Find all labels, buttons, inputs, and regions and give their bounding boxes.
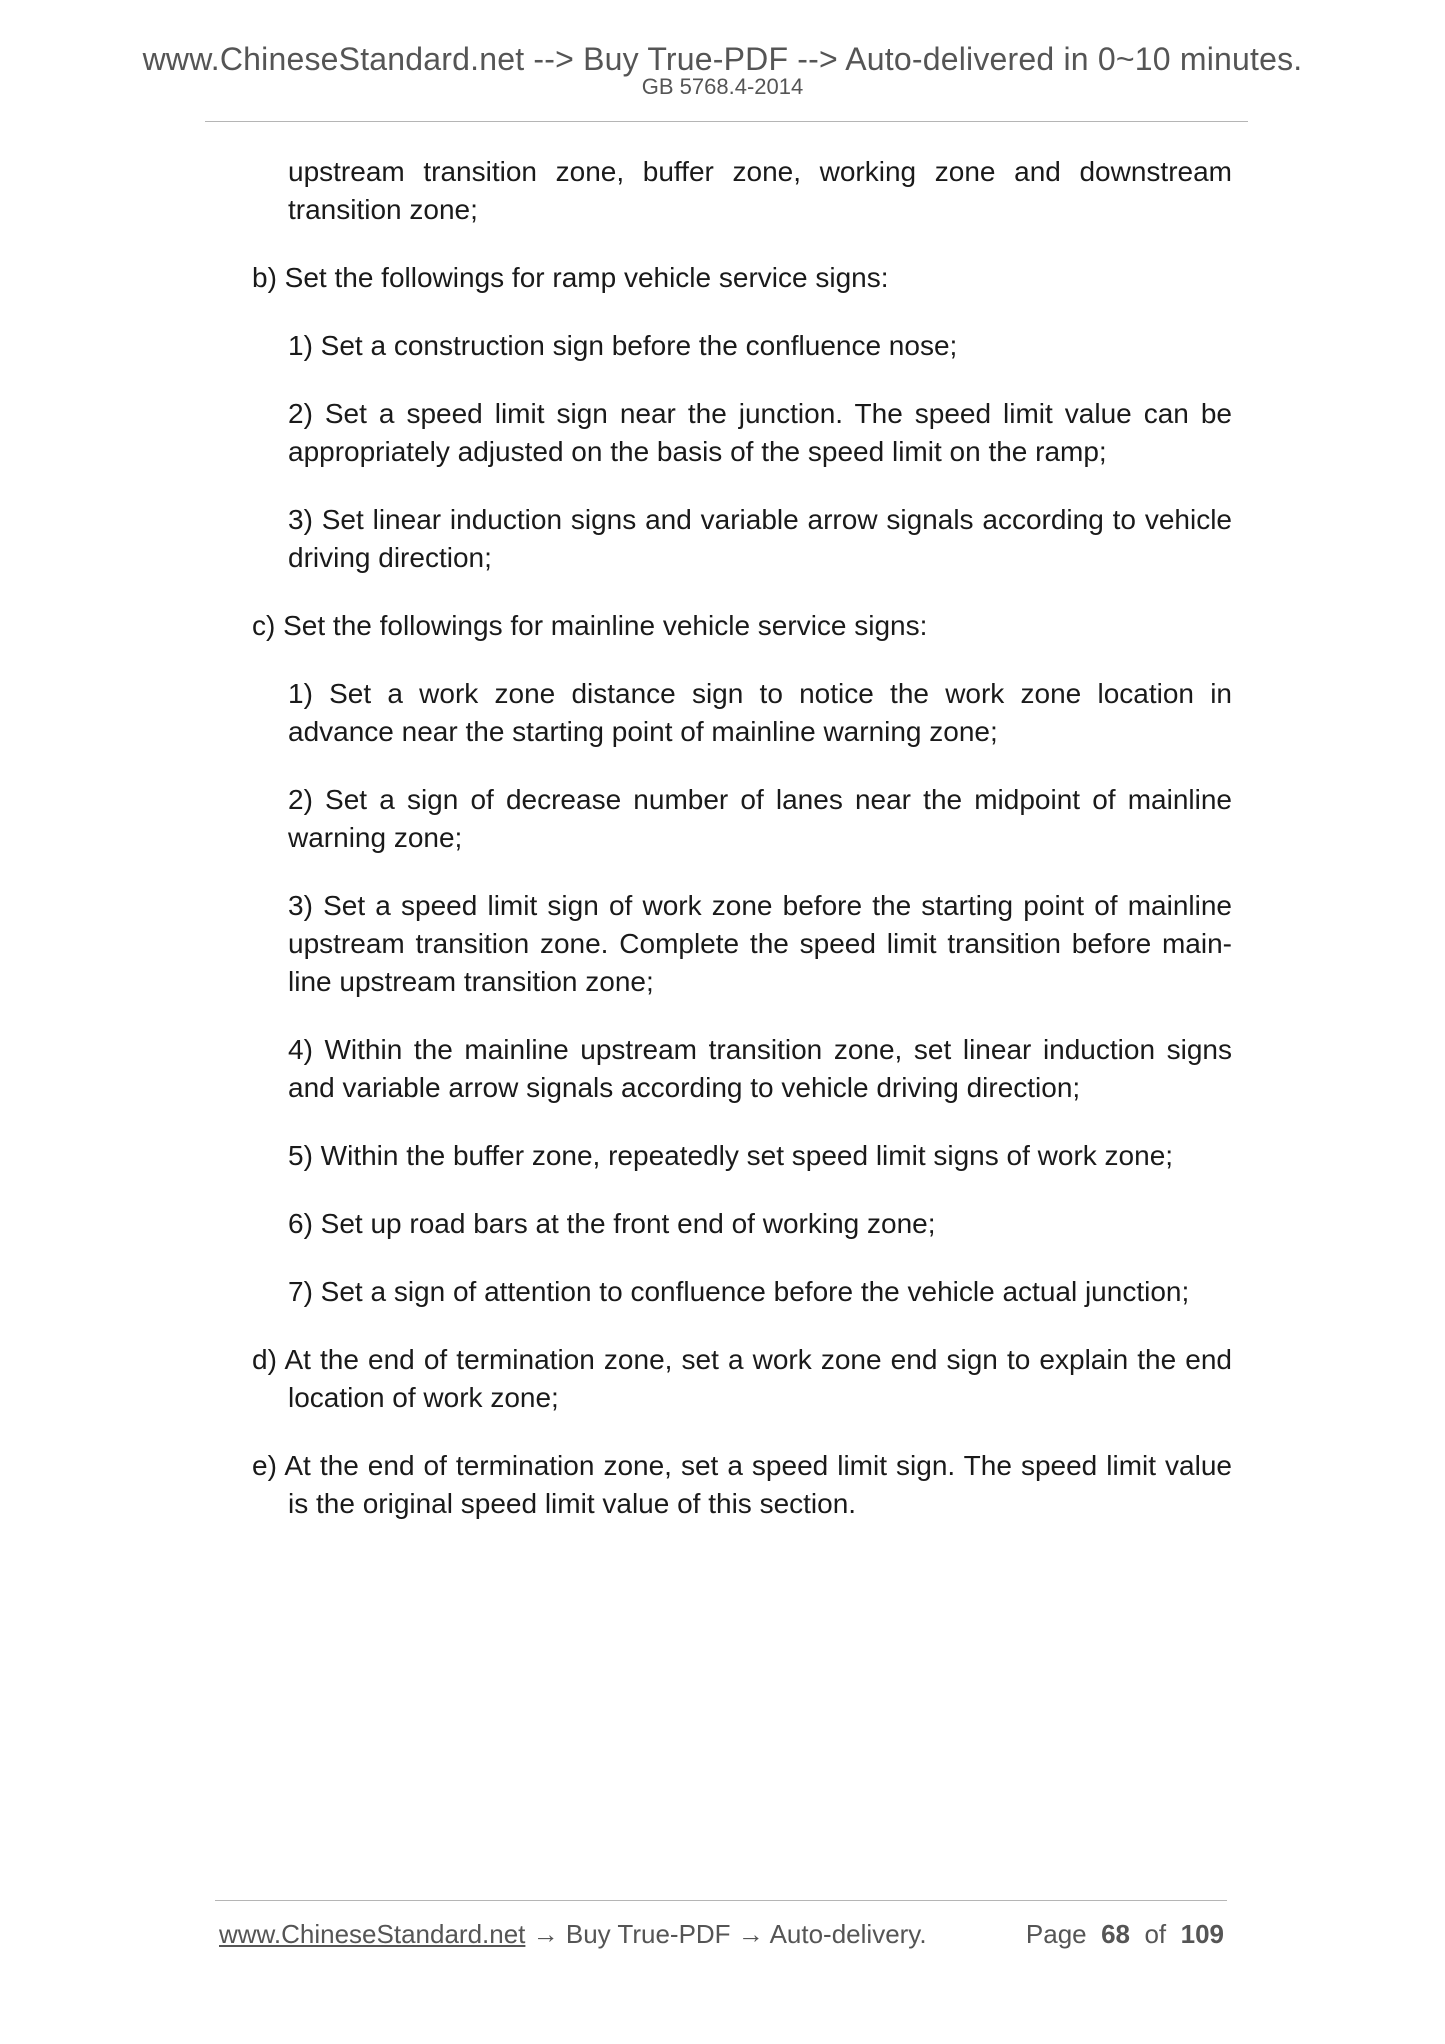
document-body — [252, 153, 1232, 1553]
list-item-b-3: 3) Set linear induction signs and variable arrow signals according to vehicle driving direction; — [288, 504, 1232, 573]
header-divider — [205, 121, 1248, 122]
list-item-c-4: 4) Within the mainline upstream transition zone, set linear induction signs and variable arrow signals according to vehicle driving direction; — [288, 1034, 1232, 1103]
list-item-c-5: 5) Within the buffer zone, repeatedly set speed limit signs of work zone; — [288, 1140, 1174, 1171]
list-item-e: e) At the end of termination zone, set a speed limit sign. The speed limit value is the original speed limit value of this section. — [252, 1450, 1232, 1519]
list-item-c-2: 2) Set a sign of decrease number of lanes near the midpoint of mainline warning zone; — [288, 784, 1232, 853]
page-total: 109 — [1180, 1919, 1224, 1949]
list-item-c-6: 6) Set up road bars at the front end of working zone; — [288, 1208, 936, 1239]
footer-left — [219, 1918, 927, 1950]
of-label: of — [1144, 1919, 1167, 1949]
page-number: 68 — [1101, 1919, 1131, 1949]
footer-site-link[interactable]: www.ChineseStandard.net — [219, 1919, 526, 1949]
list-item-b-2: 2) Set a speed limit sign near the junction. The speed limit value can be appropriately adjusted on the basis of the speed limit on the ramp; — [288, 398, 1232, 467]
page-label: Page — [1025, 1919, 1087, 1949]
list-item-c-7: 7) Set a sign of attention to confluence before the vehicle actual junction; — [288, 1276, 1190, 1307]
paragraph-continuation: upstream transition zone, buffer zone, working zone and downstream transition zone; — [288, 156, 1232, 225]
list-item-b: b) Set the followings for ramp vehicle service signs: — [252, 262, 889, 293]
page-indicator — [1026, 1918, 1224, 1950]
list-item-c-3: 3) Set a speed limit sign of work zone before the starting point of mainline upstream transition zone. Complete the speed limit transition before main-line upstream transition zone; — [288, 890, 1232, 997]
list-item-c: c) Set the followings for mainline vehicle service signs: — [252, 610, 928, 641]
footer-tagline: → Buy True-PDF → Auto-delivery. — [525, 1919, 927, 1949]
header-banner: www.ChineseStandard.net --> Buy True-PDF --> Auto-delivered in 0~10 minutes. — [142, 41, 1303, 77]
footer-divider — [215, 1900, 1227, 1901]
list-item-d: d) At the end of termination zone, set a work zone end sign to explain the end location of work zone; — [252, 1344, 1232, 1413]
list-item-b-1: 1) Set a construction sign before the confluence nose; — [288, 330, 958, 361]
list-item-c-1: 1) Set a work zone distance sign to notice the work zone location in advance near the starting point of mainline warning zone; — [288, 678, 1232, 747]
standard-code: GB 5768.4-2014 — [641, 74, 804, 99]
